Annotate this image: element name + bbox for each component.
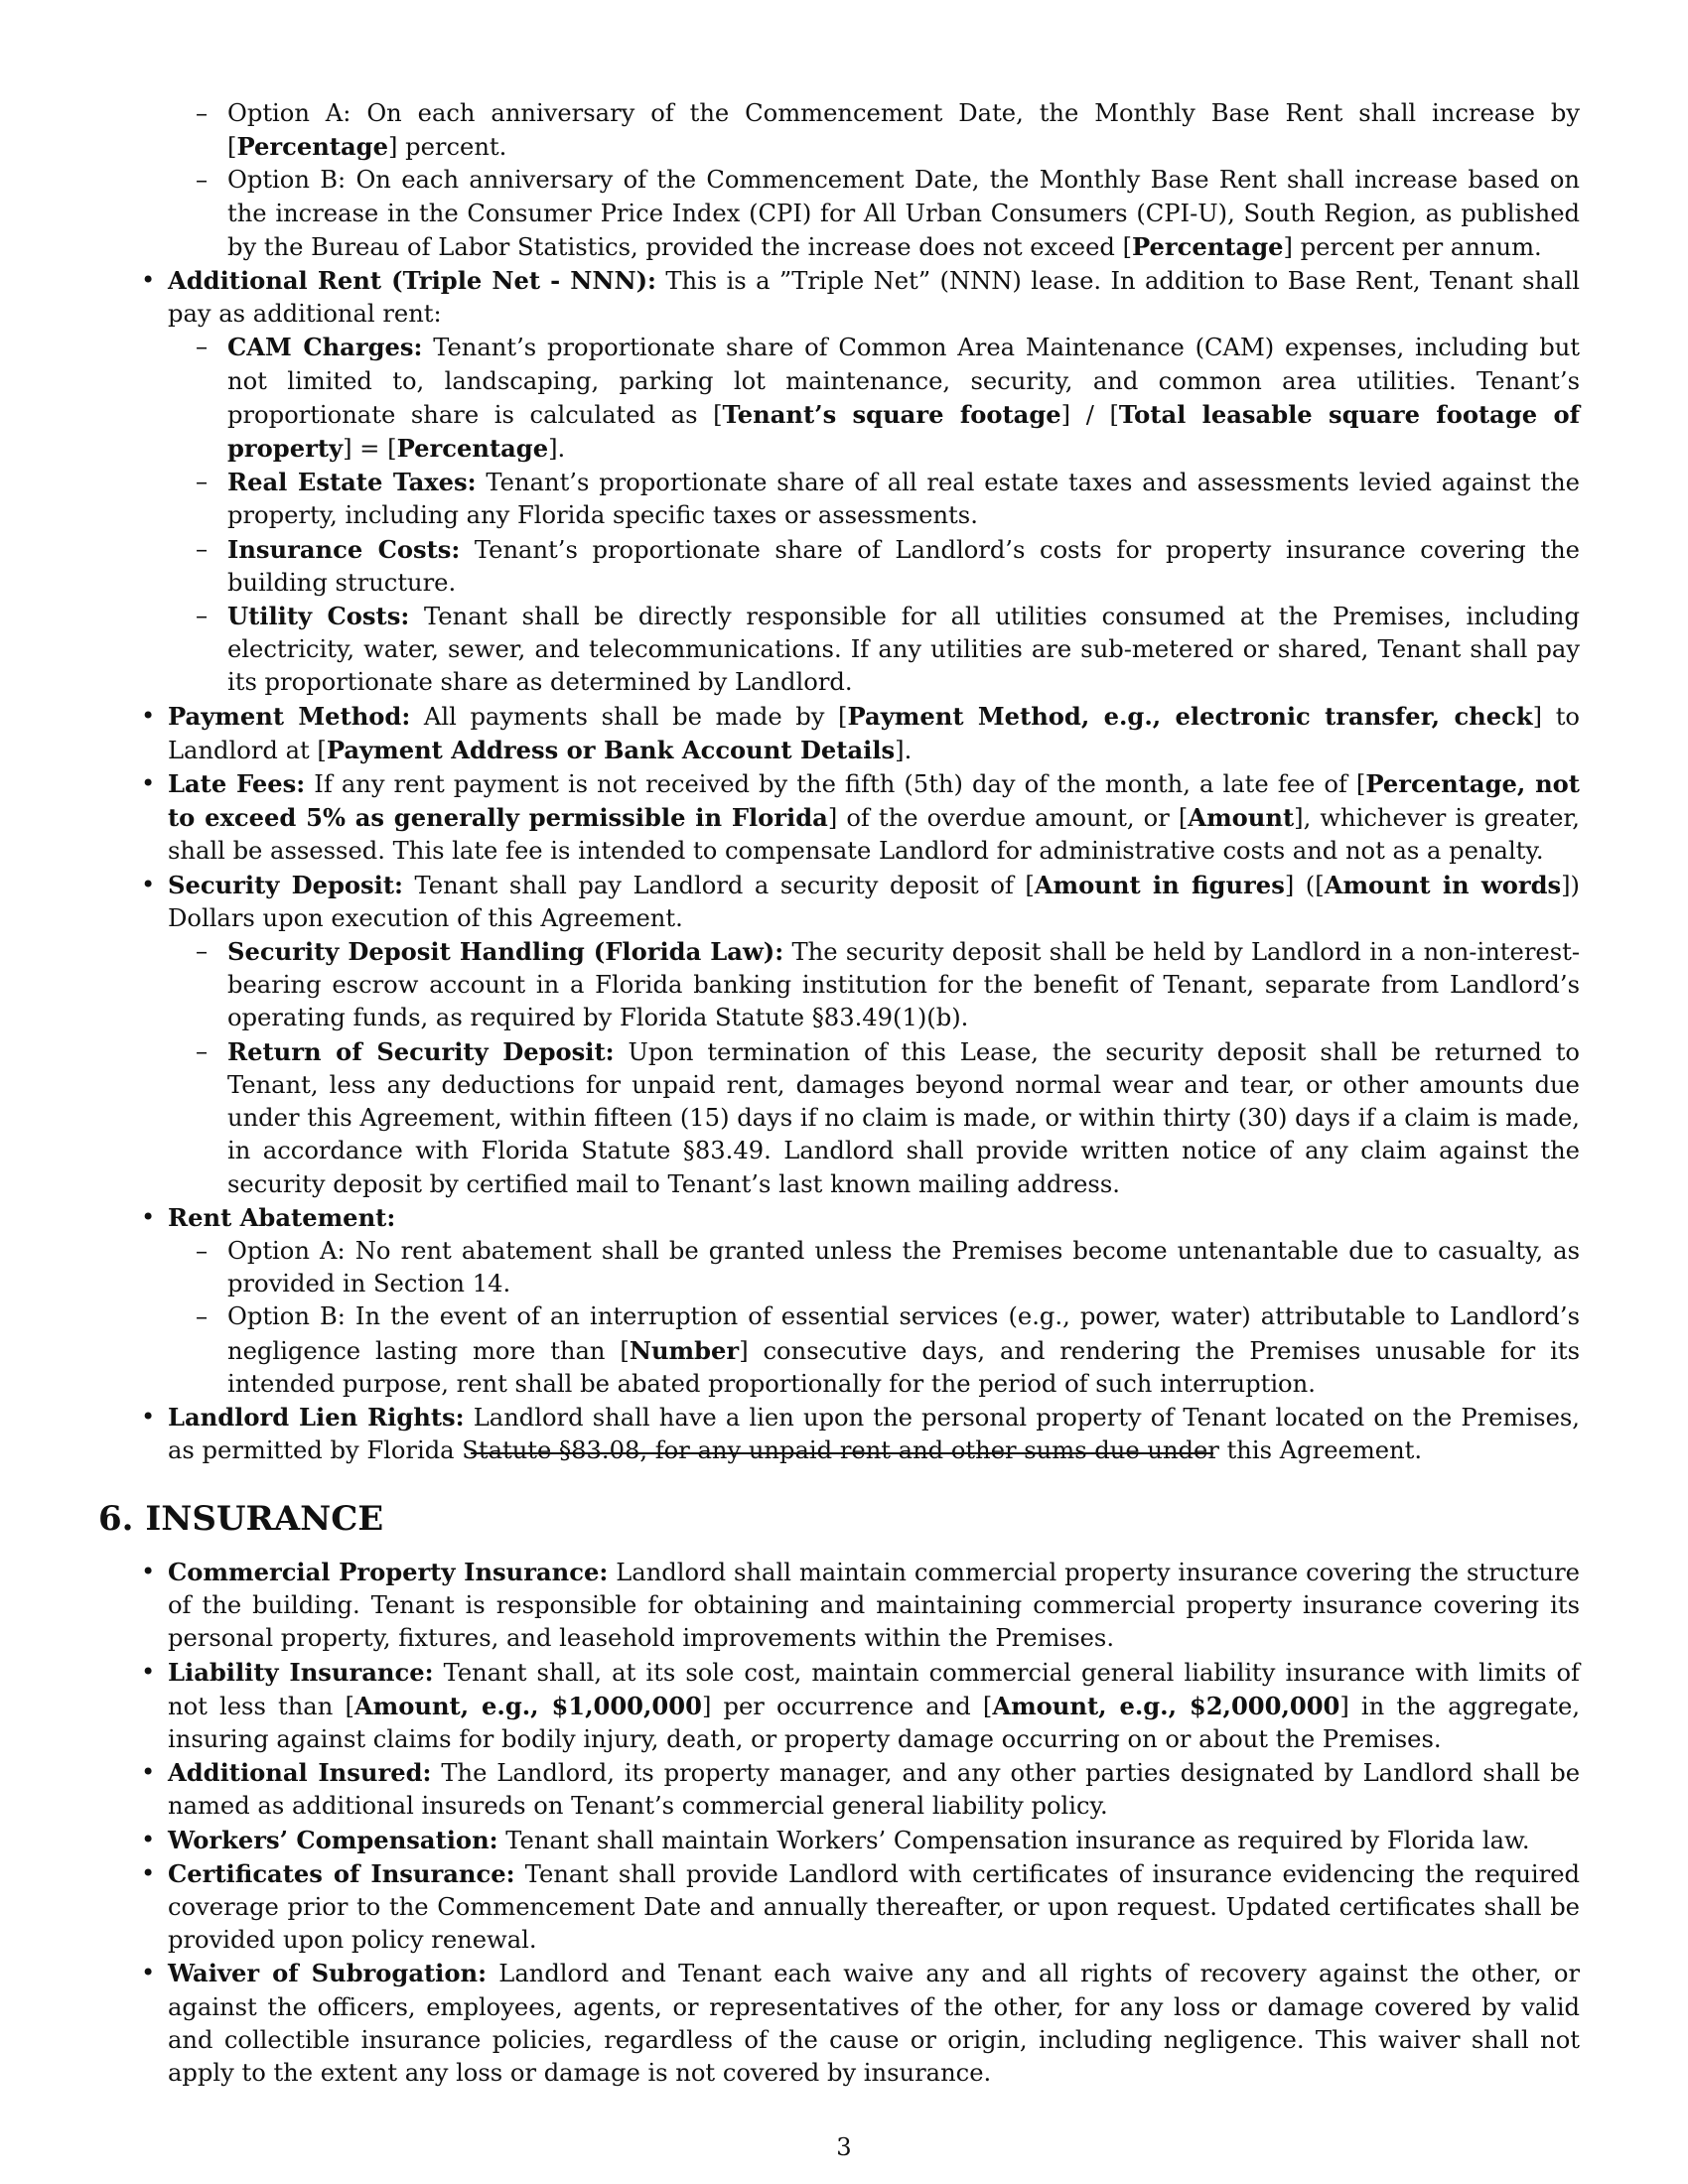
insurance-costs-item: – Insurance Costs: Tenant’s proportionate share of Landlord’s costs for property insurance covering the building structure. — [196, 534, 1580, 597]
lease-section-5-continued — [141, 97, 1581, 1467]
additional-rent-item: • Additional Rent (Triple Net - NNN): This is a ”Triple Net” (NNN) lease. In addition to Base Rent, Tenant shall pay as additional rent: — [141, 266, 1580, 329]
section-divider — [471, 1452, 1213, 1454]
abatement-option-b: – Option B: In the event of an interruption of essential services (e.g., power, water) attributable to Landlord’s negligence lasting more than [Number] consecutive days, and rendering the Premises unusable for its intended purpose, rent shall be abated proportionally for the period of such interruption. — [196, 1302, 1580, 1398]
dash-marker: – — [196, 166, 209, 195]
liability-insurance-item: • Liability Insurance: Tenant shall, at its sole cost, maintain commercial general liability insurance with limits of not less than [Amount, e.g., $1,000,000] per occurrence and [Amount, e.g., $2,000,000] in the aggregate, insuring against claims for bodily injury, death, or property damage occurring on or about the Premises. — [141, 1657, 1581, 1754]
page-number: 3 — [836, 2133, 852, 2161]
late-fees-item: • Late Fees: If any rent payment is not received by the fifth (5th) day of the month, a late fee of [Percentage, not to exceed 5% as generally permissible in Florida] of the overdue amount, or [Amount], whichever is greater, shall be assessed. This late fee is intended to compensate Landlord for administrative costs and not as a penalty. — [141, 769, 1580, 866]
security-deposit-item: • Security Deposit: Tenant shall pay Landlord a security deposit of [Amount in figures] ([Amount in words]) Dollars upon execution of this Agreement. — [141, 870, 1580, 932]
waiver-of-subrogation-item: • Waiver of Subrogation: Landlord and Tenant each waive any and all rights of recovery against the other, or against the officers, employees, agents, or representatives of the other, for any loss or damage covered by valid and collectible insurance policies, regardless of the cause or origin, including negligence. This waiver shall not apply to the extent any loss or damage is not covered by insurance. — [141, 1959, 1581, 2088]
cam-charges-item: – CAM Charges: Tenant’s proportionate share of Common Area Maintenance (CAM) expenses, including but not limited to, landscaping, parking lot maintenance, security, and common area utilities. Tenant’s proportionate share is calculated as [Tenant’s square footage] / [Total leasable square footage of property] = [Percentage]. — [196, 333, 1581, 464]
section-heading-insurance: 6. INSURANCE — [98, 1499, 384, 1539]
additional-rent-subitems — [196, 331, 1581, 699]
workers-compensation-item: • Workers’ Compensation: Tenant shall maintain Workers’ Compensation insurance as required by Florida law. — [141, 1825, 1530, 1854]
property-insurance-item: • Commercial Property Insurance: Landlord shall maintain commercial property insurance covering the structure of the building. Tenant is responsible for obtaining and maintaining commercial property insurance covering its personal property, fixtures, and leasehold improvements within the Premises. — [141, 1558, 1580, 1653]
rent-increase-option-a: – Option A: On each anniversary of the Commencement Date, the Monthly Base Rent shall increase by [Percentage] percent. — [196, 99, 1580, 162]
abatement-option-a: – Option A: No rent abatement shall be granted unless the Premises become untenantable due to casualty, as provided in Section 14. — [196, 1236, 1580, 1298]
additional-insured-item: • Additional Insured: The Landlord, its property manager, and any other parties designated by Landlord shall be named as additional insureds on Tenant’s commercial general liability policy. — [141, 1758, 1581, 1821]
deposit-return-item: – Return of Security Deposit: Upon termination of this Lease, the security deposit shall be returned to Tenant, less any deductions for unpaid rent, damages beyond normal wear and tear, or other amounts due under this Agreement, within fifteen (15) days if no claim is made, or within thirty (30) days if a claim is made, in accordance with Florida Statute §83.49. Landlord shall provide written notice of any claim against the security deposit by certified mail to Tenant’s last known mailing address. — [196, 1036, 1580, 1198]
rent-increase-option-b: – Option B: On each anniversary of the Commencement Date, the Monthly Base Rent shall increase based on the increase in the Consumer Price Index (CPI) for All Urban Consumers (CPI-U), South Region, as published by the Bureau of Labor Statistics, provided the increase does not exceed [Percentage] percent per annum. — [196, 166, 1580, 261]
rent-abatement-options — [196, 1235, 1580, 1401]
bullet-marker: • — [141, 266, 156, 295]
payment-method-item: • Payment Method: All payments shall be made by [Payment Method, e.g., electronic transfer, check] to Landlord at [Payment Address or Bank Account Details]. — [141, 701, 1580, 764]
insurance-section-list — [141, 1556, 1581, 2090]
real-estate-taxes-item: – Real Estate Taxes: Tenant’s proportionate share of all real estate taxes and assessments levied against the property, including any Florida specific taxes or assessments. — [196, 468, 1580, 530]
security-deposit-subitems — [196, 935, 1580, 1201]
dash-marker: – — [196, 99, 209, 127]
rent-abatement-item: • Rent Abatement: — [141, 1202, 396, 1232]
utility-costs-item: – Utility Costs: Tenant shall be directly responsible for all utilities consumed at the Premises, including electricity, water, sewer, and telecommunications. If any utilities are sub-metered or shared, Tenant shall pay its proportionate share as determined by Landlord. — [196, 602, 1580, 697]
deposit-handling-item: – Security Deposit Handling (Florida Law): The security deposit shall be held by Landlord in a non-interest-bearing escrow account in a Florida banking institution for the benefit of Tenant, separate from Landlord’s operating funds, as required by Florida Statute §83.49(1)(b). — [196, 937, 1580, 1032]
certificates-item: • Certificates of Insurance: Tenant shall provide Landlord with certificates of insurance evidencing the required coverage prior to the Commencement Date and annually thereafter, or upon request. Updated certificates shall be provided upon policy renewal. — [141, 1858, 1580, 1955]
rent-increase-options — [196, 97, 1580, 264]
lien-rights-item: • Landlord Lien Rights: Landlord shall have a lien upon the personal property of Tenant located on the Premises, as permitted by Florida Statute §83.08, for any unpaid rent and other sums due under this Agreement. — [141, 1402, 1580, 1465]
